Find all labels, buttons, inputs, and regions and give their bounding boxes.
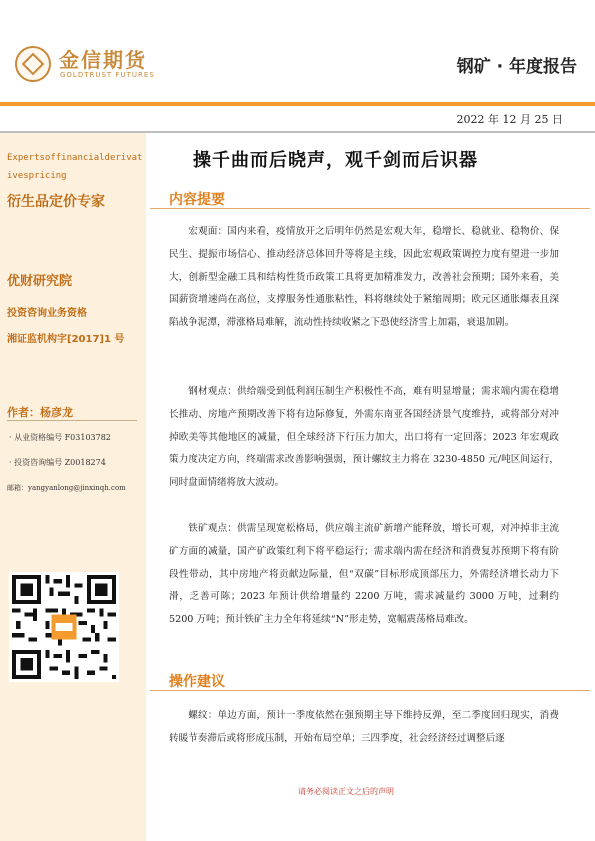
- disclaimer: 请务必阅读正文之后的声明: [298, 787, 394, 796]
- company-logo: [15, 44, 160, 86]
- coin-logo-icon: [15, 46, 51, 82]
- qualification-number: · 从业资格编号 F03103782: [9, 433, 111, 442]
- license-line-1: 投资咨询业务资格: [7, 308, 87, 319]
- steel-paragraph: 钢材观点：供给端受到低利润压制生产积极性不高，难有明显增量；需求端内需在稳增长推动、房地产预期改善下将有边际修复，外需东南亚各国经济景气度维持，或将部分对冲掉欧美等其他地区的减量，但全球经济下行压力加大，出口将有一定回落；2023 年宏观政策力度决定方向，终端需求改善影响强弱，预计螺纹主力将在 3230-4850 元/吨区间运行，同时盘面情绪将放大波动。: [169, 386, 559, 489]
- report-title: 操千曲而后晓声，观千剑而后识器: [193, 150, 478, 171]
- date-row: [0, 106, 595, 130]
- author-email: 邮箱：yangyanlong@jinxinqh.com: [7, 484, 126, 492]
- author-divider: [7, 420, 137, 421]
- logo-text-en: GOLDTRUST FUTURES: [60, 71, 155, 79]
- report-type: 钢矿 · 年度报告: [456, 57, 577, 77]
- sidebar: [0, 133, 146, 841]
- consult-number: · 投资咨询编号 Z0018274: [9, 458, 106, 467]
- qr-code: [9, 572, 119, 682]
- macro-paragraph: 宏观面：国内来看，疫情放开之后明年仍然是宏观大年，稳增长、稳就业、稳物价、保民生、提振市场信心、推动经济总体回升等将是主线，因此宏观政策调控力度有望进一步加大，创新型金融工具和结构性货币政策工具将更加精准发力，改善社会预期；国外来看，美国薪资增速尚在高位，支撑服务性通胀粘性，料将继续处于紧缩周期；欧元区通胀爆表且深陷战争泥潭，滞涨格局难解，流动性持续收紧之下恐使经济雪上加霜，衰退加剧。: [169, 226, 559, 329]
- report-header: [0, 0, 595, 102]
- institute-name: 优财研究院: [7, 274, 73, 289]
- summary-divider: [150, 208, 590, 209]
- ops-heading: 操作建议: [169, 674, 225, 690]
- ops-divider: [150, 690, 590, 691]
- iron-ore-paragraph: 铁矿观点：供需呈现宽松格局，供应端主流矿新增产能释放，增长可观，对冲掉非主流矿方面的减量，国产矿政策红利下将平稳运行；需求端内需在经济和消费复苏预期下将有阶段性带动，其中房地产将贡献边际量，但“双碳”目标形成顶部压力，外需经济增长动力下滑，乏善可陈；2023 年预计供给增量约 2200 万吨，需求减量约 3000 万吨，过剩约 5200 万吨；预计铁矿主力全年将延续“N”形走势，宽幅震荡格局难改。: [169, 523, 559, 626]
- logo-text-cn: 金信期货: [59, 48, 147, 72]
- tagline-cn: 衍生品定价专家: [7, 194, 105, 210]
- license-line-2: 湘证监机构字[2017]1 号: [7, 334, 125, 345]
- author-name: 作者：杨彦龙: [7, 406, 73, 419]
- tagline-en: Expertsoffinancialderivativespricing: [7, 153, 143, 181]
- summary-heading: 内容提要: [169, 192, 225, 208]
- report-date: 2022 年 12 月 25 日: [456, 113, 563, 126]
- ops-paragraph: 螺纹：单边方面，预计一季度依然在强预期主导下维持反弹，至二季度回归现实，消费转暖节奏滞后或将形成压制，开始布局空单；三四季度，社会经济经过调整后逐: [169, 710, 559, 744]
